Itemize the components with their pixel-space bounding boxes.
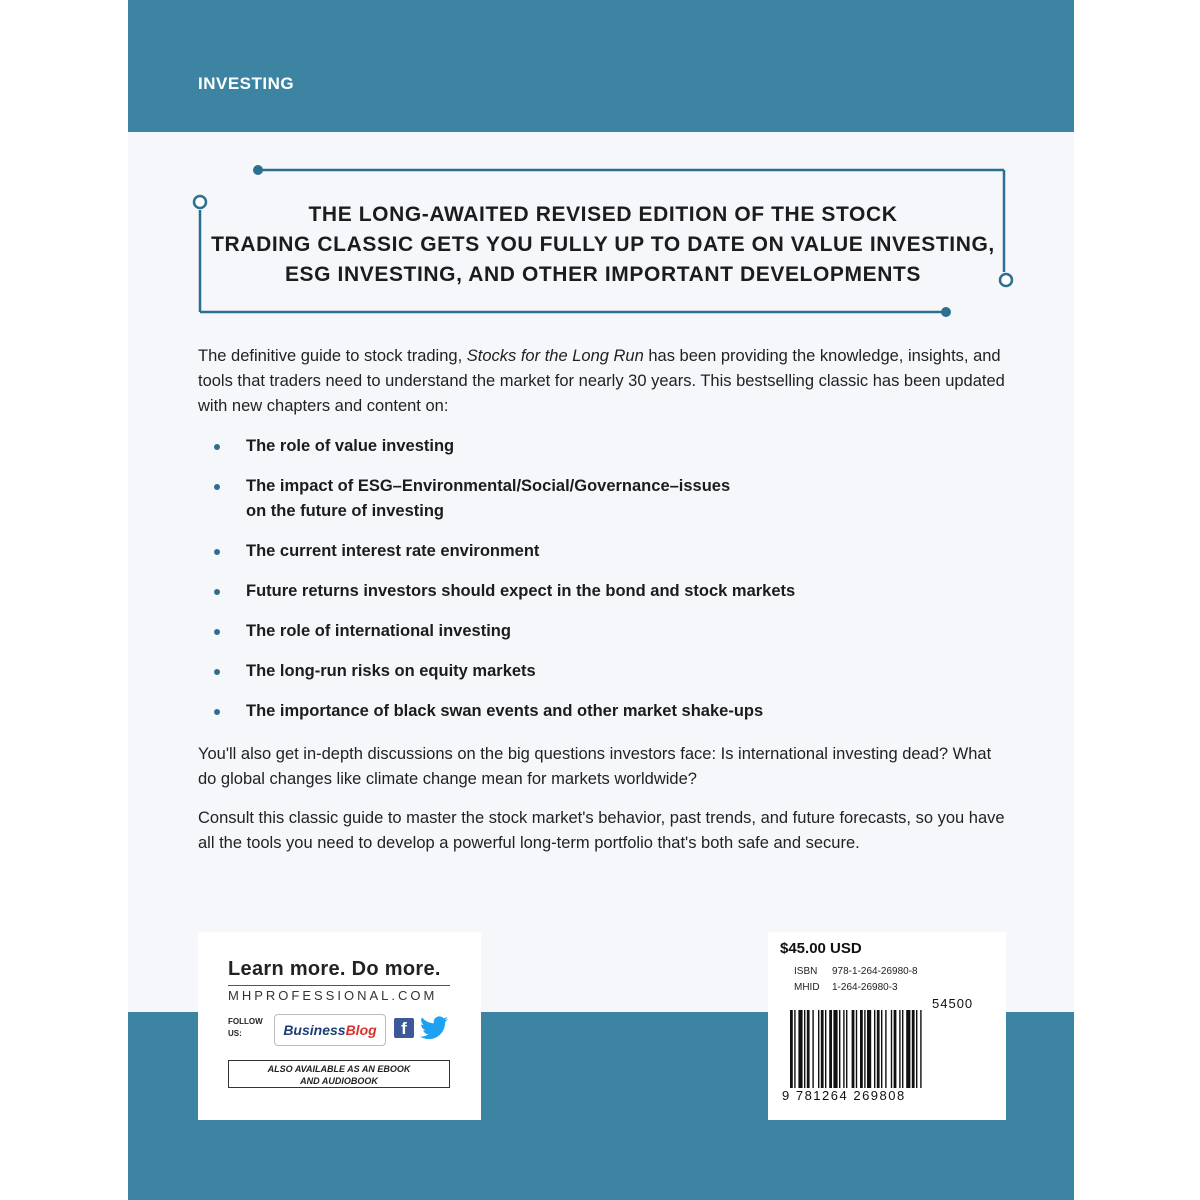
tagline-line: TRADING CLASSIC GETS YOU FULLY UP TO DATE ON VALUE INVESTING, <box>211 233 995 256</box>
bullet-item: The role of international investing <box>214 619 795 644</box>
learn-more-slogan: Learn more. Do more. <box>228 958 441 980</box>
barcode-image <box>788 1010 988 1090</box>
twitter-icon[interactable] <box>420 1016 448 1040</box>
ebook-availability-note: ALSO AVAILABLE AS AN EBOOK AND AUDIOBOOK <box>228 1060 450 1088</box>
closing-paragraph-1: You'll also get in-depth discussions on the big questions investors face: Is international investing dead? What do global changes like climate change mean for markets worldwide? <box>198 745 992 788</box>
book-back-cover <box>128 0 1074 1200</box>
price-label: $45.00 USD <box>780 940 862 957</box>
bullet-item: The long-run risks on equity markets <box>214 659 795 684</box>
bullet-dot <box>214 549 220 555</box>
bullet-list <box>214 434 795 724</box>
tagline-line: ESG INVESTING, AND OTHER IMPORTANT DEVELOPMENTS <box>284 263 922 286</box>
category-label: INVESTING <box>198 74 295 93</box>
bullet-item: Future returns investors should expect in the bond and stock markets <box>214 579 795 604</box>
ean-number: 9 781264 269808 <box>782 1088 906 1103</box>
bullet-dot <box>214 444 220 450</box>
barcode-box <box>768 932 1006 1120</box>
book-title: Stocks for the Long Run <box>466 347 644 365</box>
bullet-dot <box>214 629 220 635</box>
slogan-divider <box>228 985 450 986</box>
price-addon-code: 54500 <box>932 996 974 1011</box>
publisher-info-box <box>198 932 481 1120</box>
intro-text: The definitive guide to stock trading, <box>198 347 467 365</box>
bullet-item: The role of value investing <box>214 434 795 459</box>
tagline <box>208 200 998 290</box>
mhid-row: MHID 1-264-26980-3 <box>794 982 898 993</box>
publisher-website[interactable]: MHPROFESSIONAL.COM <box>228 988 438 1003</box>
bullet-item: The impact of ESG–Environmental/Social/Governance–issues on the future of investing <box>214 474 795 524</box>
intro-text: has been providing the knowledge, insights, and tools that traders need to understand the market for nearly 30 years. This bestselling classic has been updated with new chapters and content on: <box>198 347 1005 415</box>
bullet-item: The current interest rate environment <box>214 539 795 564</box>
closing-paragraph-2: Consult this classic guide to master the stock market's behavior, past trends, and future forecasts, so you have all the tools you need to develop a powerful long-term portfolio that's both safe and secure. <box>198 809 1005 852</box>
isbn-row: ISBN 978-1-264-26980-8 <box>794 966 918 977</box>
facebook-icon[interactable]: f <box>394 1018 414 1038</box>
business-blog-badge[interactable]: BusinessBlog <box>274 1014 386 1046</box>
top-color-band <box>128 0 1074 132</box>
bullet-dot <box>214 589 220 595</box>
bullet-dot <box>214 669 220 675</box>
bullet-item: The importance of black swan events and other market shake-ups <box>214 699 795 724</box>
tagline-line: THE LONG-AWAITED REVISED EDITION OF THE STOCK <box>308 203 898 226</box>
bullet-dot <box>214 484 220 490</box>
follow-us-label: FOLLOW US: <box>228 1017 263 1038</box>
intro-paragraph <box>198 344 1010 419</box>
bullet-dot <box>214 709 220 715</box>
